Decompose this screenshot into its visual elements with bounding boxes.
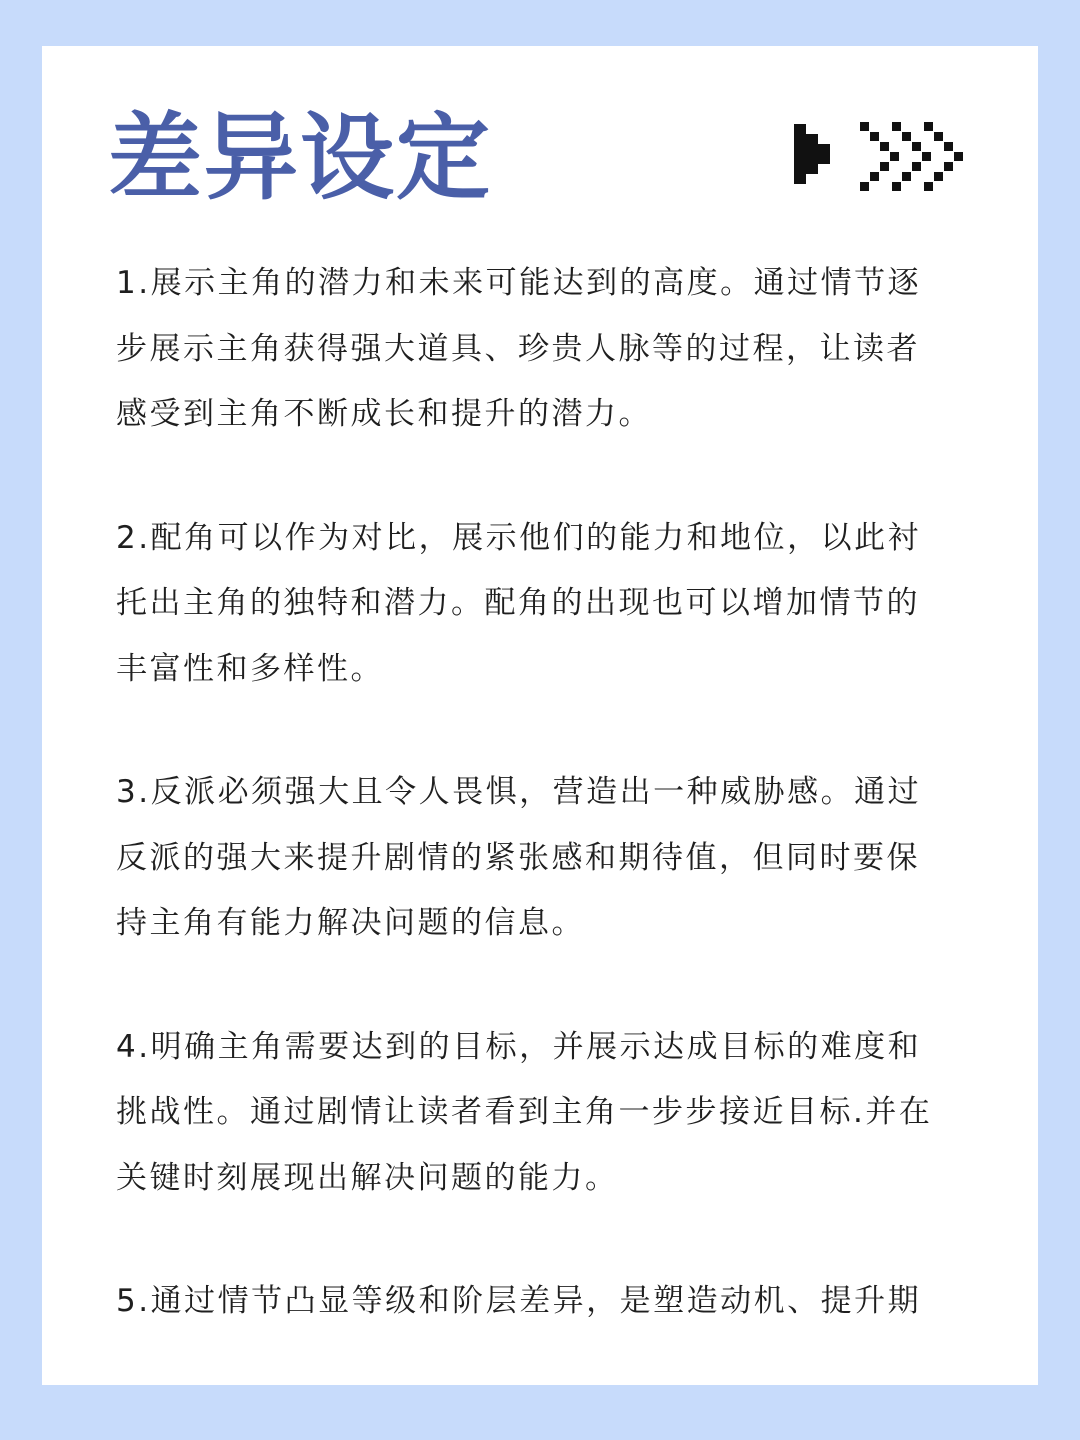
paragraph-line: 挑战性。通过剧情让读者看到主角一步步接近目标.并在 bbox=[116, 1094, 933, 1130]
paragraph-line: 5.通过情节凸显等级和阶层差异，是塑造动机、提升期 bbox=[116, 1283, 922, 1319]
paragraph-line: 2.配角可以作为对比，展示他们的能力和地位，以此衬 bbox=[116, 519, 922, 556]
paragraph-5 bbox=[116, 1269, 996, 1335]
page-title: 差异设定 bbox=[108, 104, 493, 213]
paragraph-line: 感受到主角不断成长和提升的潜力。 bbox=[116, 396, 652, 432]
paragraph-line: 持主角有能力解决问题的信息。 bbox=[116, 905, 585, 941]
paragraph-line: 4.明确主角需要达到的目标，并展示达成目标的难度和 bbox=[116, 1028, 922, 1065]
paragraph-line: 步展示主角获得强大道具、珍贵人脉等的过程，让读者 bbox=[116, 330, 920, 367]
paragraph-line: 托出主角的独特和潜力。配角的出现也可以增加情节的 bbox=[116, 585, 920, 621]
paragraph-4 bbox=[116, 1015, 996, 1212]
paragraph-1 bbox=[116, 251, 996, 448]
article-body bbox=[116, 251, 996, 1393]
arrow-decoration bbox=[794, 122, 964, 196]
paragraph-line: 丰富性和多样性。 bbox=[116, 650, 384, 687]
content-card bbox=[42, 46, 1038, 1385]
paragraph-2 bbox=[116, 506, 996, 703]
triple-chevron-right-icon bbox=[860, 122, 963, 191]
paragraph-line: 关键时刻展现出解决问题的能力。 bbox=[116, 1159, 619, 1196]
paragraph-3 bbox=[116, 760, 996, 957]
paragraph-line: 1.展示主角的潜力和未来可能达到的高度。通过情节逐 bbox=[116, 265, 922, 301]
play-icon bbox=[794, 124, 830, 184]
arrow-decoration-svg bbox=[794, 122, 964, 192]
paragraph-line: 3.反派必须强大且令人畏惧，营造出一种威胁感。通过 bbox=[116, 774, 922, 810]
paragraph-line: 反派的强大来提升剧情的紧张感和期待值，但同时要保 bbox=[116, 839, 920, 876]
